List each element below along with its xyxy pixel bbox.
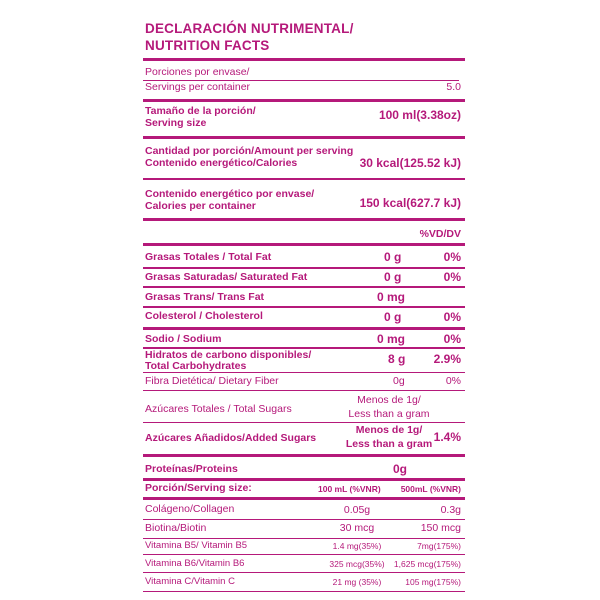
energy-label-2: Contenido energético/Calories: [145, 157, 298, 169]
title-line-1: DECLARACIÓN NUTRIMENTAL/: [145, 21, 354, 36]
divider: [143, 327, 465, 330]
cholesterol-dv: 0%: [443, 310, 461, 324]
divider: [143, 519, 465, 520]
vitamin-row-label: Biotina/Biotin: [145, 522, 207, 534]
vitamin-row-label: Vitamina B6/Vitamin B6: [145, 558, 245, 569]
nutrition-facts-panel: [143, 0, 465, 600]
divider: [143, 572, 465, 573]
added-sugars-dv: 1.4%: [433, 430, 461, 444]
divider: [143, 538, 465, 539]
divider: [143, 99, 465, 102]
divider: [143, 497, 465, 500]
divider: [143, 554, 465, 555]
title-line-2: NUTRITION FACTS: [145, 38, 270, 53]
carbs-dv: 2.9%: [433, 352, 461, 366]
protein-amount: 0g: [393, 462, 408, 476]
divider: [143, 178, 465, 180]
fiber-amount: 0g: [393, 375, 405, 387]
sugars-amount-1: Menos de 1g/: [357, 394, 421, 406]
divider: [143, 390, 465, 391]
serving-size-value: 100 ml(3.38oz): [378, 108, 461, 122]
sat-fat-dv: 0%: [443, 270, 461, 284]
divider: [143, 372, 465, 373]
trans-fat-amount: 0 mg: [377, 290, 406, 304]
vitamin-row-value-100ml: 1.4 mg(35%): [332, 541, 382, 551]
vitamin-row-value-500ml: 7mg(175%): [417, 541, 461, 551]
divider: [143, 58, 465, 61]
divider: [143, 218, 465, 221]
trans-fat-label: Grasas Trans/ Trans Fat: [145, 291, 265, 303]
cholesterol-amount: 0 g: [384, 310, 402, 324]
protein-label: Proteínas/Proteins: [145, 463, 238, 475]
vitamin-row-value-500ml: 1,625 mcg(175%): [393, 559, 461, 569]
fiber-dv: 0%: [445, 375, 461, 387]
vitamin-row-value-100ml: 325 mcg(35%): [329, 559, 385, 569]
vitamin-row-value-100ml: 0.05g: [343, 504, 371, 516]
fiber-label: Fibra Dietética/ Dietary Fiber: [145, 375, 279, 387]
energy-value: 30 kcal(125.52 kJ): [359, 156, 461, 170]
vitamin-row-value-500ml: 105 mg(175%): [405, 577, 461, 587]
divider: [143, 243, 465, 246]
sugars-amount-2: Less than a gram: [348, 408, 430, 420]
sodium-amount: 0 mg: [377, 332, 406, 346]
sat-fat-amount: 0 g: [384, 270, 402, 284]
servings-label-en: Servings per container: [145, 81, 251, 93]
divider: [143, 591, 465, 592]
carbs-label-1: Hidratos de carbono disponibles/: [145, 349, 312, 361]
vitamin-row-label: Colágeno/Collagen: [145, 503, 235, 515]
portion-header-label: Porción/Serving size:: [145, 482, 252, 494]
dv-header: %VD/DV: [419, 228, 461, 240]
cholesterol-label: Colesterol / Cholesterol: [145, 310, 263, 322]
vitamin-row-label: Vitamina B5/ Vitamin B5: [145, 540, 248, 551]
energy-container-label-1: Contenido energético por envase/: [145, 188, 315, 200]
added-sugars-amount-2: Less than a gram: [345, 438, 433, 450]
sodium-dv: 0%: [443, 332, 461, 346]
vitamin-row-value-100ml: 21 mg (35%): [332, 577, 382, 587]
servings-label-es: Porciones por envase/: [145, 66, 250, 78]
sugars-label: Azúcares Totales / Total Sugars: [145, 403, 292, 415]
divider: [143, 454, 465, 457]
servings-value: 5.0: [446, 81, 461, 93]
added-sugars-amount-1: Menos de 1g/: [355, 424, 423, 436]
carbs-amount: 8 g: [388, 352, 406, 366]
divider: [143, 286, 465, 288]
serving-size-label-es: Tamaño de la porción/: [145, 105, 256, 117]
vitamin-row-value-500ml: 0.3g: [440, 504, 461, 516]
vitamin-row-label: Vitamina C/Vitamin C: [145, 576, 235, 587]
energy-container-label-2: Calories per container: [145, 200, 256, 212]
portion-col-100ml: 100 mL (%VNR): [318, 484, 381, 494]
vitamin-row-value-500ml: 150 mcg: [420, 522, 461, 534]
energy-label-1: Cantidad por porción/Amount per serving: [145, 145, 354, 157]
divider: [143, 422, 465, 423]
portion-col-500ml: 500mL (%VNR): [400, 484, 461, 494]
sat-fat-label: Grasas Saturadas/ Saturated Fat: [145, 271, 308, 283]
serving-size-label-en: Serving size: [145, 117, 207, 129]
fat-label: Grasas Totales / Total Fat: [145, 251, 272, 263]
fat-dv: 0%: [443, 250, 461, 264]
added-sugars-label: Azúcares Añadidos/Added Sugars: [145, 432, 317, 444]
divider: [143, 136, 465, 139]
fat-amount: 0 g: [384, 250, 402, 264]
energy-container-value: 150 kcal(627.7 kJ): [359, 196, 461, 210]
divider: [143, 478, 465, 481]
divider: [143, 267, 465, 269]
sodium-label: Sodio / Sodium: [145, 333, 222, 345]
divider: [143, 306, 465, 308]
carbs-label-2: Total Carbohydrates: [145, 360, 247, 372]
vitamin-row-value-100ml: 30 mcg: [339, 522, 375, 534]
